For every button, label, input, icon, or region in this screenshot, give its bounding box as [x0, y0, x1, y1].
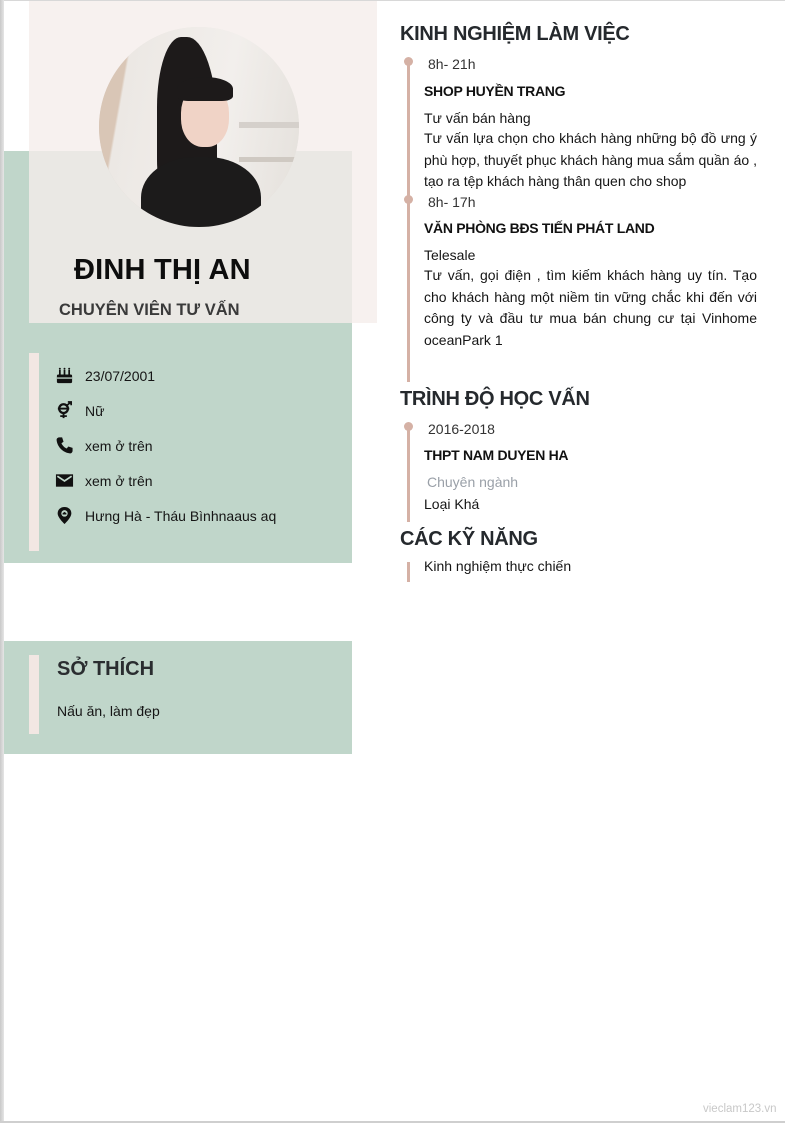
- address: Hưng Hà - Tháu Bìnhnaaus aq: [85, 507, 277, 524]
- hobbies-text: Nấu ăn, làm đẹp: [57, 703, 160, 719]
- email-icon: [54, 471, 74, 491]
- experience-timeline-line: [407, 60, 410, 382]
- contact-item-phone: [54, 428, 276, 463]
- birthday-cake-icon: [54, 366, 74, 386]
- skill-item: Kinh nghiệm thực chiến: [424, 558, 572, 574]
- photo-detail: [239, 122, 299, 128]
- education-grade: Loại Khá: [424, 496, 480, 512]
- timeline-dot: [404, 57, 413, 66]
- contact-item-gender: [54, 393, 276, 428]
- contact-item-address: [54, 498, 276, 533]
- photo-detail: [141, 157, 261, 227]
- skills-timeline-line: [407, 562, 410, 582]
- gender: Nữ: [85, 402, 105, 419]
- contact-item-email: [54, 463, 276, 498]
- hobbies-title: SỞ THÍCH: [57, 658, 155, 680]
- experience-company: VĂN PHÒNG BĐS TIẾN PHÁT LAND: [424, 220, 655, 236]
- skills-title: CÁC KỸ NĂNG: [400, 528, 538, 550]
- timeline-dot: [404, 195, 413, 204]
- hobbies-accent-bar: [29, 655, 39, 734]
- education-school: THPT NAM DUYEN HA: [424, 447, 569, 463]
- avatar: [99, 27, 299, 227]
- experience-role: Telesale: [424, 247, 476, 263]
- experience-time: 8h- 17h: [428, 194, 476, 210]
- experience-description: Tư vấn, gọi điện , tìm kiếm khách hàng uy tín. Tạo cho khách hàng một niềm tin vững chắc khi đến với công ty và đầu tư mua bán chung cư tại Vinhome oceanPark 1: [424, 267, 757, 349]
- contact-item-birthday: [54, 358, 276, 393]
- education-title: TRÌNH ĐỘ HỌC VẤN: [400, 388, 590, 410]
- education-major: Chuyên ngành: [427, 474, 519, 490]
- watermark: vieclam123.vn: [703, 1103, 777, 1115]
- education-timeline-line: [407, 425, 410, 522]
- experience-time: 8h- 21h: [428, 56, 476, 72]
- contact-accent-bar: [29, 353, 39, 551]
- photo-detail: [177, 77, 233, 101]
- photo-detail: [239, 157, 299, 162]
- experience-role: Tư vấn bán hàng: [424, 110, 531, 126]
- birth-date: 23/07/2001: [85, 367, 156, 384]
- experience-company: SHOP HUYỀN TRANG: [424, 83, 566, 99]
- phone-number[interactable]: xem ở trên: [85, 437, 153, 454]
- contact-list: [54, 358, 276, 533]
- location-pin-icon: [54, 506, 74, 526]
- gender-icon: [54, 401, 74, 421]
- education-time: 2016-2018: [428, 421, 495, 437]
- experience-title: KINH NGHIỆM LÀM VIỆC: [400, 23, 630, 45]
- email-address[interactable]: xem ở trên: [85, 472, 153, 489]
- phone-icon: [54, 436, 74, 456]
- experience-description: Tư vấn lựa chọn cho khách hàng những bộ đồ ưng ý phù hợp, thuyết phục khách hàng mua sắm quần áo , tạo ra tệp khách hàng thân quen cho shop: [424, 130, 757, 190]
- timeline-dot: [404, 422, 413, 431]
- job-title: CHUYÊN VIÊN TƯ VẤN: [59, 301, 240, 319]
- candidate-name: ĐINH THỊ AN: [74, 254, 251, 286]
